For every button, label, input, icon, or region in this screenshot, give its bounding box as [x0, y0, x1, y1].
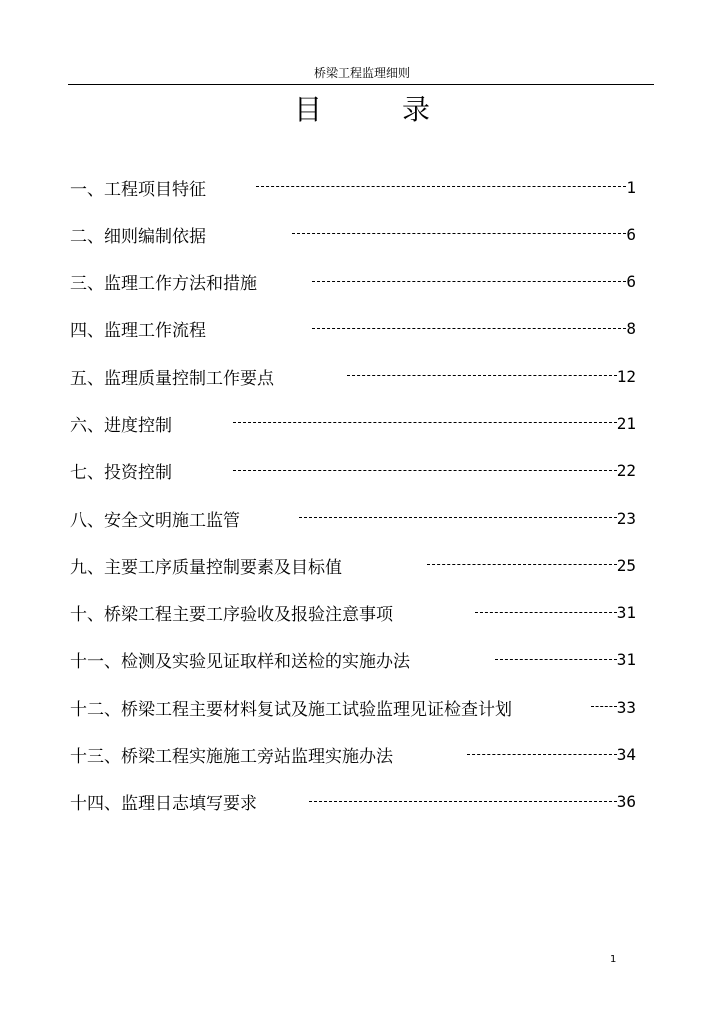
toc-entry-label: 十二、桥梁工程主要材料复试及施工试验监理见证检查计划 — [70, 699, 512, 720]
toc-leader — [206, 222, 626, 246]
toc-entry-label: 三、监理工作方法和措施 — [70, 274, 257, 295]
toc-entry[interactable] — [70, 506, 636, 530]
toc-entry[interactable] — [70, 364, 636, 388]
toc-entry-page: 6 — [626, 272, 636, 292]
header-rule — [68, 84, 654, 85]
toc-entry-page: 12 — [616, 366, 636, 386]
toc-leader — [206, 317, 626, 341]
toc-leader — [257, 270, 626, 294]
toc-leader — [393, 743, 617, 767]
toc-entry-page: 33 — [616, 697, 636, 717]
toc-entry-page: 21 — [616, 413, 636, 433]
toc-entry-page: 22 — [616, 461, 636, 481]
toc-entry-label: 八、安全文明施工监管 — [70, 510, 240, 531]
page-number: 1 — [610, 954, 617, 965]
toc-entry[interactable] — [70, 553, 636, 577]
toc-leader — [520, 695, 617, 719]
toc-entry-label: 九、主要工序质量控制要素及目标值 — [70, 557, 342, 578]
toc-leader — [172, 411, 617, 435]
toc-entry-label: 四、监理工作流程 — [70, 321, 206, 342]
toc-leader — [172, 459, 617, 483]
toc-entry[interactable] — [70, 222, 636, 246]
toc-title-char-2: 录 — [402, 93, 431, 126]
toc-entry-page: 1 — [626, 177, 636, 197]
toc-list — [70, 175, 636, 837]
toc-entry[interactable] — [70, 411, 636, 435]
toc-entry[interactable] — [70, 695, 636, 719]
toc-leader — [206, 175, 626, 199]
running-header: 桥梁工程监理细则 — [313, 66, 410, 80]
toc-entry[interactable] — [70, 459, 636, 483]
toc-entry-page: 25 — [616, 555, 636, 575]
toc-entry-label: 十一、检测及实验见证取样和送检的实施办法 — [70, 652, 410, 673]
toc-leader — [240, 506, 617, 530]
toc-leader — [274, 364, 617, 388]
toc-leader — [342, 553, 617, 577]
toc-entry-page: 8 — [626, 319, 636, 339]
toc-entry-label: 五、监理质量控制工作要点 — [70, 368, 274, 389]
toc-entry-label: 二、细则编制依据 — [70, 226, 206, 247]
toc-entry-page: 31 — [616, 603, 636, 623]
toc-entry-label: 十、桥梁工程主要工序验收及报验注意事项 — [70, 605, 393, 626]
toc-entry[interactable] — [70, 317, 636, 341]
toc-entry-label: 十四、监理日志填写要求 — [70, 794, 257, 815]
toc-title — [0, 90, 724, 130]
toc-entry[interactable] — [70, 790, 636, 814]
toc-entry-page: 31 — [616, 650, 636, 670]
toc-entry-page: 36 — [616, 792, 636, 812]
toc-entry-page: 34 — [616, 745, 636, 765]
toc-entry-page: 6 — [626, 224, 636, 244]
toc-entry[interactable] — [70, 648, 636, 672]
toc-entry-label: 十三、桥梁工程实施施工旁站监理实施办法 — [70, 747, 393, 768]
toc-entry-page: 23 — [616, 508, 636, 528]
toc-entry-label: 一、工程项目特征 — [70, 179, 206, 200]
toc-entry[interactable] — [70, 601, 636, 625]
toc-entry-label: 六、进度控制 — [70, 415, 172, 436]
toc-entry[interactable] — [70, 175, 636, 199]
toc-leader — [410, 648, 617, 672]
toc-entry[interactable] — [70, 270, 636, 294]
toc-entry-label: 七、投资控制 — [70, 463, 172, 484]
toc-entry[interactable] — [70, 743, 636, 767]
toc-leader — [393, 601, 617, 625]
toc-leader — [257, 790, 617, 814]
toc-title-char-1: 目 — [293, 93, 322, 126]
